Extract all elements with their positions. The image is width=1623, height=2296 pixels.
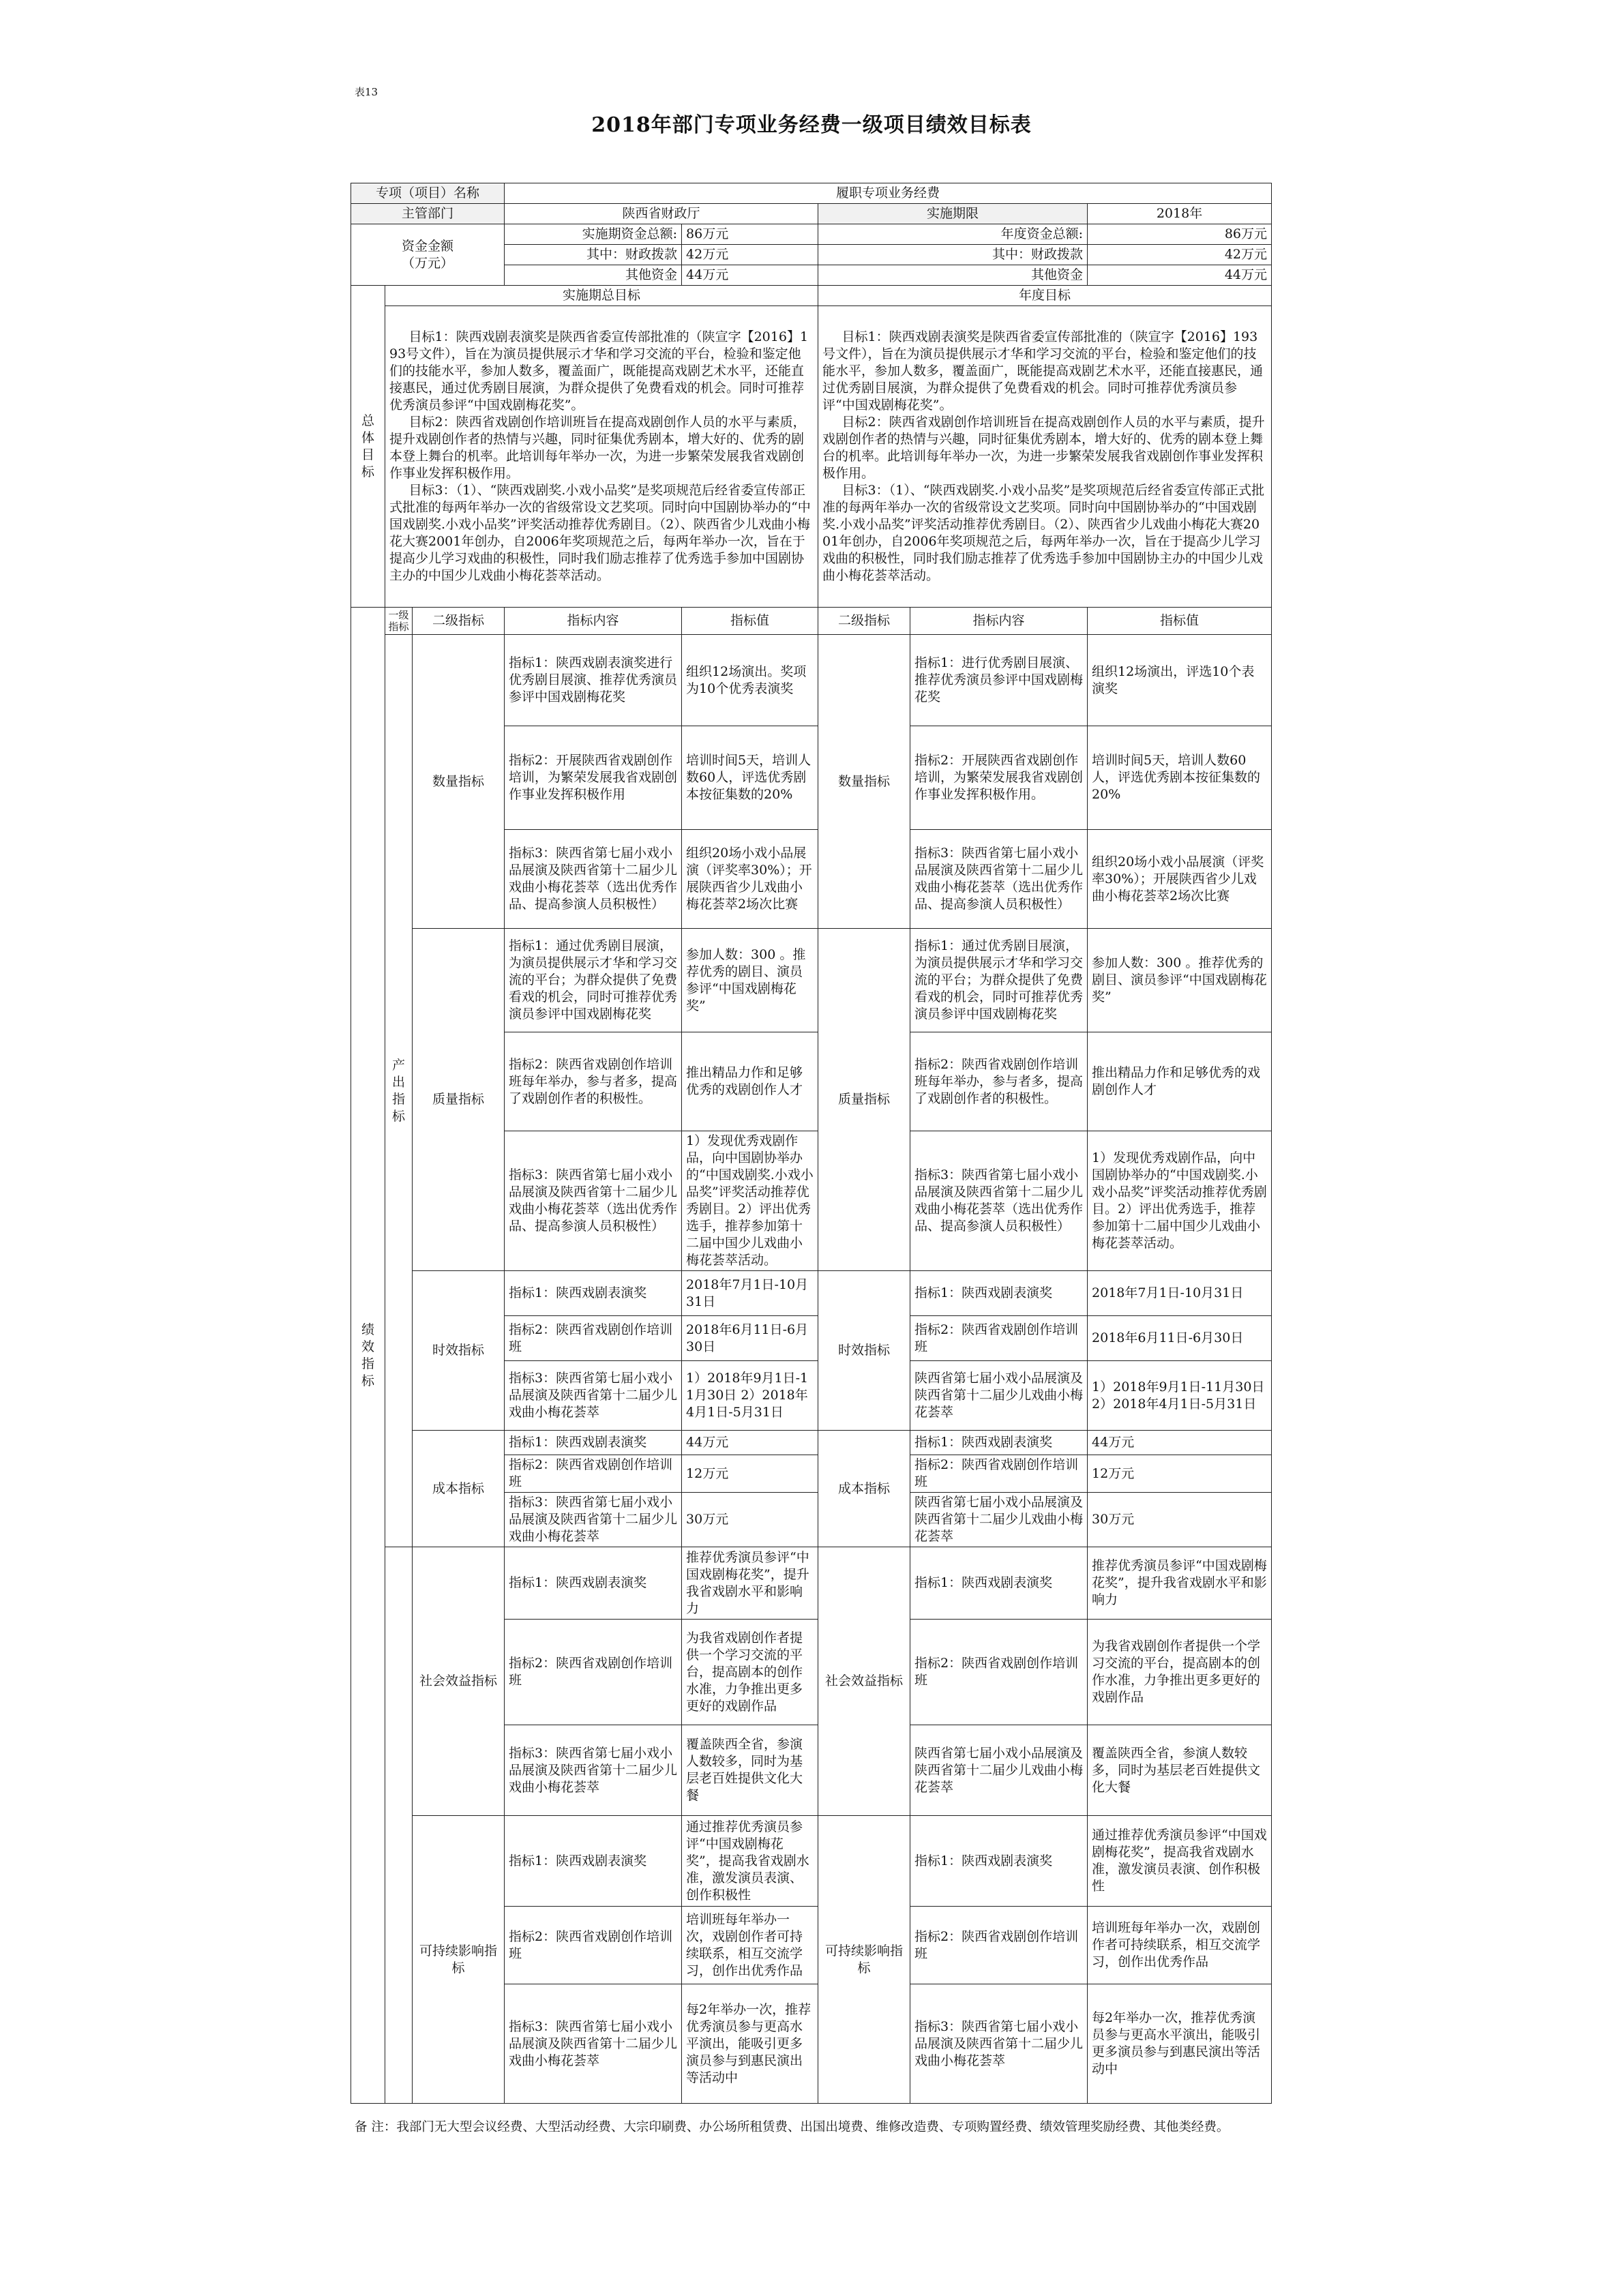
indicator-value: 推出精品力作和足够优秀的戏剧创作人才 xyxy=(682,1032,818,1131)
other-funds-label: 其他资金 xyxy=(505,265,682,286)
indicator-value-annual: 覆盖陕西全省，参演人数较多，同时为基层老百姓提供文化大餐 xyxy=(1088,1725,1272,1816)
indicator-content-annual: 指标2：陕西省戏剧创作培训班每年举办，参与者多，提高了戏剧创作者的积极性。 xyxy=(910,1032,1088,1131)
indicator-content: 指标1：陕西戏剧表演奖 xyxy=(505,1816,682,1907)
indicator-content-annual: 指标3：陕西省第七届小戏小品展演及陕西省第十二届少儿戏曲小梅花荟萃 xyxy=(910,1984,1088,2104)
indicator-value: 30万元 xyxy=(682,1493,818,1547)
col-level2-header: 二级指标 xyxy=(413,608,505,635)
col-level1-header: 一级指标 xyxy=(385,608,413,635)
indicator-content-annual: 陕西省第七届小戏小品展演及陕西省第十二届少儿戏曲小梅花荟萃 xyxy=(910,1493,1088,1547)
level2-indicator: 可持续影响指标 xyxy=(413,1816,505,2104)
indicator-content-annual: 指标1：陕西戏剧表演奖 xyxy=(910,1816,1088,1907)
col-value-header: 指标值 xyxy=(682,608,818,635)
level2-indicator-annual: 质量指标 xyxy=(818,929,910,1271)
indicator-value-annual: 1）2018年9月1日-11月30日 2）2018年4月1日-5月31日 xyxy=(1088,1361,1272,1431)
level2-indicator-annual: 时效指标 xyxy=(818,1271,910,1431)
indicator-value-annual: 30万元 xyxy=(1088,1493,1272,1547)
table-row xyxy=(351,1431,1272,1455)
annual-total-value: 86万元 xyxy=(1088,224,1272,245)
indicator-value-annual: 每2年举办一次，推荐优秀演员参与更高水平演出，能吸引更多演员参与到惠民演出等活动中 xyxy=(1088,1984,1272,2104)
dept-value: 陕西省财政厅 xyxy=(505,204,818,224)
indicator-content: 指标2：陕西省戏剧创作培训班 xyxy=(505,1316,682,1361)
indicator-value-annual: 2018年6月11日-6月30日 xyxy=(1088,1316,1272,1361)
indicator-content-annual: 指标2：陕西省戏剧创作培训班 xyxy=(910,1907,1088,1984)
indicator-content: 指标2：陕西省戏剧创作培训班 xyxy=(505,1455,682,1493)
annual-fiscal-label: 其中：财政拨款 xyxy=(818,245,1088,265)
output-indicator-label: 产出指标 xyxy=(385,635,413,1547)
fiscal-funds-value: 42万元 xyxy=(682,245,818,265)
annual-total-label: 年度资金总额: xyxy=(818,224,1088,245)
indicator-content: 指标3：陕西省第七届小戏小品展演及陕西省第十二届少儿戏曲小梅花荟萃（选出优秀作品、提高参演人员积极性） xyxy=(505,1131,682,1271)
indicator-value-annual: 44万元 xyxy=(1088,1431,1272,1455)
project-name-value: 履职专项业务经费 xyxy=(505,183,1272,204)
col-content-header: 指标内容 xyxy=(505,608,682,635)
indicator-value-annual: 2018年7月1日-10月31日 xyxy=(1088,1271,1272,1316)
document-title: 2018年部门专项业务经费一级项目绩效目标表 xyxy=(591,113,1032,137)
indicator-content-annual: 指标1：进行优秀剧目展演、推荐优秀演员参评中国戏剧梅花奖 xyxy=(910,635,1088,726)
indicator-value-annual: 组织12场演出，评选10个表演奖 xyxy=(1088,635,1272,726)
table-row xyxy=(351,929,1272,1032)
annual-other-value: 44万元 xyxy=(1088,265,1272,286)
indicator-value: 2018年7月1日-10月31日 xyxy=(682,1271,818,1316)
performance-indicators-label: 绩效指标 xyxy=(351,608,385,2104)
indicator-content: 指标2：陕西省戏剧创作培训班 xyxy=(505,1620,682,1725)
overall-goals-label: 总体目标 xyxy=(351,286,385,608)
level2-indicator: 质量指标 xyxy=(413,929,505,1271)
performance-table xyxy=(351,183,1272,2104)
level2-indicator: 成本指标 xyxy=(413,1431,505,1547)
total-funds-label: 实施期资金总额: xyxy=(505,224,682,245)
fiscal-funds-label: 其中：财政拨款 xyxy=(505,245,682,265)
indicator-content: 指标3：陕西省第七届小戏小品展演及陕西省第十二届少儿戏曲小梅花荟萃 xyxy=(505,1361,682,1431)
indicator-value-annual: 组织20场小戏小品展演（评奖率30%）；开展陕西省少儿戏曲小梅花荟萃2场次比赛 xyxy=(1088,830,1272,929)
indicator-value-annual: 12万元 xyxy=(1088,1455,1272,1493)
funds-label: 资金金额（万元） xyxy=(351,224,505,286)
dept-label: 主管部门 xyxy=(351,204,505,224)
indicator-content-annual: 指标1：陕西戏剧表演奖 xyxy=(910,1431,1088,1455)
col-value-header-annual: 指标值 xyxy=(1088,608,1272,635)
level2-indicator-annual: 社会效益指标 xyxy=(818,1547,910,1816)
indicator-value: 2018年6月11日-6月30日 xyxy=(682,1316,818,1361)
level2-indicator-annual: 成本指标 xyxy=(818,1431,910,1547)
indicator-value: 覆盖陕西全省，参演人数较多，同时为基层老百姓提供文化大餐 xyxy=(682,1725,818,1816)
table-row xyxy=(351,1816,1272,1907)
level2-indicator-annual: 可持续影响指标 xyxy=(818,1816,910,2104)
indicator-content: 指标3：陕西省第七届小戏小品展演及陕西省第十二届少儿戏曲小梅花荟萃 xyxy=(505,1493,682,1547)
indicator-value: 培训班每年举办一次，戏剧创作者可持续联系，相互交流学习，创作出优秀作品 xyxy=(682,1907,818,1984)
indicator-content-annual: 陕西省第七届小戏小品展演及陕西省第十二届少儿戏曲小梅花荟萃 xyxy=(910,1725,1088,1816)
indicator-value-annual: 推荐优秀演员参评“中国戏剧梅花奖”，提升我省戏剧水平和影响力 xyxy=(1088,1547,1272,1620)
indicator-value-annual: 参加人数：300 。推荐优秀的剧目、演员参评“中国戏剧梅花奖” xyxy=(1088,929,1272,1032)
table-row xyxy=(351,1547,1272,1620)
indicator-value-annual: 通过推荐优秀演员参评“中国戏剧梅花奖”，提高我省戏剧水准，激发演员表演、创作积极性 xyxy=(1088,1816,1272,1907)
indicator-content: 指标2：陕西省戏剧创作培训班每年举办，参与者多，提高了戏剧创作者的积极性。 xyxy=(505,1032,682,1131)
total-funds-value: 86万元 xyxy=(682,224,818,245)
annual-goals-header: 年度目标 xyxy=(818,286,1272,306)
level2-indicator: 社会效益指标 xyxy=(413,1547,505,1816)
indicator-content: 指标3：陕西省第七届小戏小品展演及陕西省第十二届少儿戏曲小梅花荟萃（选出优秀作品、提高参演人员积极性） xyxy=(505,830,682,929)
effect-indicator-label xyxy=(385,1547,413,2104)
indicator-value-annual: 培训时间5天，培训人数60人，评选优秀剧本按征集数的20% xyxy=(1088,726,1272,830)
indicator-content-annual: 指标2：陕西省戏剧创作培训班 xyxy=(910,1316,1088,1361)
footnote: 备 注：我部门无大型会议经费、大型活动经费、大宗印刷费、办公场所租赁费、出国出境费、维修改造费、专项购置经费、绩效管理奖励经费、其他类经费。 xyxy=(355,2120,1230,2134)
indicator-value: 12万元 xyxy=(682,1455,818,1493)
level2-indicator: 数量指标 xyxy=(413,635,505,929)
indicator-value-annual: 推出精品力作和足够优秀的戏剧创作人才 xyxy=(1088,1032,1272,1131)
indicator-content: 指标1：陕西戏剧表演奖进行优秀剧目展演、推荐优秀演员参评中国戏剧梅花奖 xyxy=(505,635,682,726)
other-funds-value: 44万元 xyxy=(682,265,818,286)
project-name-label: 专项（项目）名称 xyxy=(351,183,505,204)
indicator-value: 为我省戏剧创作者提供一个学习交流的平台，提高剧本的创作水准，力争推出更多更好的戏剧作品 xyxy=(682,1620,818,1725)
indicator-content-annual: 指标1：陕西戏剧表演奖 xyxy=(910,1547,1088,1620)
annual-goals-text: 目标1：陕西戏剧表演奖是陕西省委宣传部批准的（陕宣字【2016】193号文件），旨在为演员提供展示才华和学习交流的平台，检验和鉴定他们的技能水平，参加人数多，覆盖面广，既能提高戏剧艺术水平，还能直接惠民，通过优秀剧目展演，为群众提供了免费看戏的机会。同时可推荐优秀演员参评“中国戏剧梅花奖”。 目标2：陕西省戏剧创作培训班旨在提高戏剧创作人员的水平与素质，提升戏剧创作者的热情与兴趣，同时征集优秀剧本，增大好的、优秀的剧本登上舞台的机率。此培训每年举办一次，为进一步繁荣发展我省戏剧创作事业发挥积极作用。 目标3：（1）、“陕西戏剧奖.小戏小品奖”是奖项规范后经省委宣传部正式批准的每两年举办一次的省级常设文艺奖项。同时向中国剧协举办的“中国戏剧奖.小戏小品奖”评奖活动推荐优秀剧目。（2）、陕西省少儿戏曲小梅花大赛2001年创办，自2006年奖项规范之后，每两年举办一次，旨在于提高少儿学习戏曲的积极性，同时我们励志推荐了优秀选手参加中国剧协主办的中国少儿戏曲小梅花荟萃活动。 xyxy=(818,306,1272,608)
level2-indicator: 时效指标 xyxy=(413,1271,505,1431)
period-goals-header: 实施期总目标 xyxy=(385,286,818,306)
indicator-value-annual: 培训班每年举办一次，戏剧创作者可持续联系，相互交流学习，创作出优秀作品 xyxy=(1088,1907,1272,1984)
indicator-value: 通过推荐优秀演员参评“中国戏剧梅花奖”，提高我省戏剧水准，激发演员表演、创作积极性 xyxy=(682,1816,818,1907)
indicator-value-annual: 1）发现优秀戏剧作品，向中国剧协举办的“中国戏剧奖.小戏小品奖”评奖活动推荐优秀剧目。2）评出优秀选手，推荐参加第十二届中国少儿戏曲小梅花荟萃活动。 xyxy=(1088,1131,1272,1271)
period-label: 实施期限 xyxy=(818,204,1088,224)
indicator-content: 指标2：陕西省戏剧创作培训班 xyxy=(505,1907,682,1984)
indicator-content-annual: 指标1：陕西戏剧表演奖 xyxy=(910,1271,1088,1316)
indicator-content: 指标1：陕西戏剧表演奖 xyxy=(505,1547,682,1620)
indicator-content: 指标1：通过优秀剧目展演，为演员提供展示才华和学习交流的平台；为群众提供了免费看戏的机会，同时可推荐优秀演员参评中国戏剧梅花奖 xyxy=(505,929,682,1032)
indicator-content-annual: 指标2：开展陕西省戏剧创作培训，为繁荣发展我省戏剧创作事业发挥积极作用。 xyxy=(910,726,1088,830)
annual-other-label: 其他资金 xyxy=(818,265,1088,286)
indicator-content-annual: 指标1：通过优秀剧目展演，为演员提供展示才华和学习交流的平台；为群众提供了免费看戏的机会，同时可推荐优秀演员参评中国戏剧梅花奖 xyxy=(910,929,1088,1032)
period-value: 2018年 xyxy=(1088,204,1272,224)
indicator-content: 指标1：陕西戏剧表演奖 xyxy=(505,1271,682,1316)
indicator-value: 培训时间5天，培训人数60人，评选优秀剧本按征集数的20% xyxy=(682,726,818,830)
indicator-content-annual: 指标3：陕西省第七届小戏小品展演及陕西省第十二届少儿戏曲小梅花荟萃（选出优秀作品、提高参演人员积极性） xyxy=(910,830,1088,929)
indicator-content-annual: 指标2：陕西省戏剧创作培训班 xyxy=(910,1620,1088,1725)
table-id: 表13 xyxy=(355,86,378,98)
indicator-content-annual: 指标2：陕西省戏剧创作培训班 xyxy=(910,1455,1088,1493)
indicator-content: 指标3：陕西省第七届小戏小品展演及陕西省第十二届少儿戏曲小梅花荟萃 xyxy=(505,1984,682,2104)
indicator-value: 推荐优秀演员参评“中国戏剧梅花奖”，提升我省戏剧水平和影响力 xyxy=(682,1547,818,1620)
indicator-content-annual: 陕西省第七届小戏小品展演及陕西省第十二届少儿戏曲小梅花荟萃 xyxy=(910,1361,1088,1431)
indicator-content-annual: 指标3：陕西省第七届小戏小品展演及陕西省第十二届少儿戏曲小梅花荟萃（选出优秀作品、提高参演人员积极性） xyxy=(910,1131,1088,1271)
table-row xyxy=(351,1271,1272,1316)
indicator-value: 参加人数：300 。推荐优秀的剧目、演员参评“中国戏剧梅花奖” xyxy=(682,929,818,1032)
indicator-value: 1）2018年9月1日-11月30日 2）2018年4月1日-5月31日 xyxy=(682,1361,818,1431)
indicator-value: 组织12场演出。奖项为10个优秀表演奖 xyxy=(682,635,818,726)
indicator-content: 指标1：陕西戏剧表演奖 xyxy=(505,1431,682,1455)
annual-fiscal-value: 42万元 xyxy=(1088,245,1272,265)
level2-indicator-annual: 数量指标 xyxy=(818,635,910,929)
col-level2-header-annual: 二级指标 xyxy=(818,608,910,635)
indicator-value: 每2年举办一次，推荐优秀演员参与更高水平演出，能吸引更多演员参与到惠民演出等活动中 xyxy=(682,1984,818,2104)
indicator-value: 组织20场小戏小品展演（评奖率30%）；开展陕西省少儿戏曲小梅花荟萃2场次比赛 xyxy=(682,830,818,929)
col-content-header-annual: 指标内容 xyxy=(910,608,1088,635)
indicator-value: 44万元 xyxy=(682,1431,818,1455)
indicator-content: 指标3：陕西省第七届小戏小品展演及陕西省第十二届少儿戏曲小梅花荟萃 xyxy=(505,1725,682,1816)
period-goals-text: 目标1：陕西戏剧表演奖是陕西省委宣传部批准的（陕宣字【2016】193号文件），旨在为演员提供展示才华和学习交流的平台，检验和鉴定他们的技能水平，参加人数多，覆盖面广，既能提高戏剧艺术水平，还能直接惠民，通过优秀剧目展演，为群众提供了免费看戏的机会。同时可推荐优秀演员参评“中国戏剧梅花奖”。 目标2：陕西省戏剧创作培训班旨在提高戏剧创作人员的水平与素质，提升戏剧创作者的热情与兴趣，同时征集优秀剧本，增大好的、优秀的剧本登上舞台的机率。此培训每年举办一次，为进一步繁荣发展我省戏剧创作事业发挥积极作用。 目标3：（1）、“陕西戏剧奖.小戏小品奖”是奖项规范后经省委宣传部正式批准的每两年举办一次的省级常设文艺奖项。同时向中国剧协举办的“中国戏剧奖.小戏小品奖”评奖活动推荐优秀剧目。（2）、陕西省少儿戏曲小梅花大赛2001年创办，自2006年奖项规范之后，每两年举办一次，旨在于提高少儿学习戏曲的积极性，同时我们励志推荐了优秀选手参加中国剧协主办的中国少儿戏曲小梅花荟萃活动。 xyxy=(385,306,818,608)
table-row xyxy=(351,635,1272,726)
indicator-value-annual: 为我省戏剧创作者提供一个学习交流的平台，提高剧本的创作水准，力争推出更多更好的戏剧作品 xyxy=(1088,1620,1272,1725)
indicator-value: 1）发现优秀戏剧作品，向中国剧协举办的“中国戏剧奖.小戏小品奖”评奖活动推荐优秀剧目。2）评出优秀选手，推荐参加第十二届中国少儿戏曲小梅花荟萃活动。 xyxy=(682,1131,818,1271)
indicator-content: 指标2：开展陕西省戏剧创作培训，为繁荣发展我省戏剧创作事业发挥积极作用 xyxy=(505,726,682,830)
